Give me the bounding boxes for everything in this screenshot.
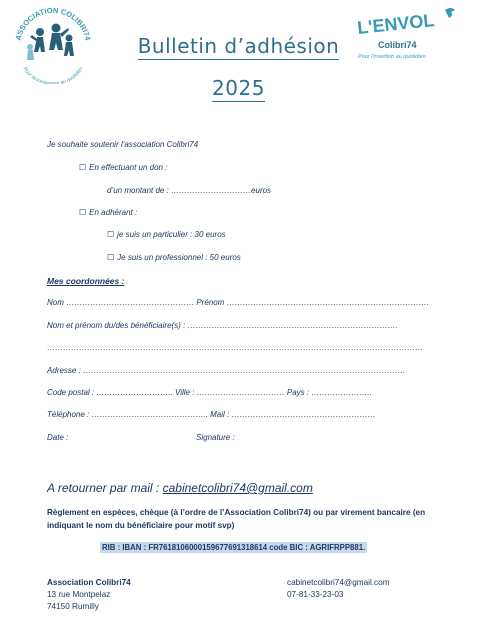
logo-tagline: Pour l'insertion au quotidien bbox=[358, 54, 426, 60]
footer-org-name: Association Colibri74 bbox=[47, 578, 131, 587]
date-label: Date : bbox=[47, 433, 69, 442]
footer-street: 13 rue Montpelaz bbox=[47, 590, 111, 599]
beneficiaire-field[interactable]: Nom et prénom du/des bénéficiaire(s) : ……………………………………………………………………. bbox=[47, 321, 398, 330]
checkbox-icon[interactable]: ☐ bbox=[79, 208, 87, 217]
return-by-mail: A retourner par mail : cabinetcolibri74@gmail.com bbox=[47, 481, 313, 495]
footer-email[interactable]: cabinetcolibri74@gmail.com bbox=[287, 578, 390, 587]
option-don[interactable]: ☐ En effectuant un don : bbox=[79, 163, 168, 172]
don-amount-field[interactable]: d’un montant de : …………………………euros bbox=[107, 186, 272, 195]
page-title: Bulletin d’adhésion bbox=[137, 34, 340, 58]
checkbox-icon[interactable]: ☐ bbox=[107, 230, 115, 239]
option-particulier[interactable]: ☐ je suis un particulier : 30 euros bbox=[107, 230, 226, 239]
option-adherant[interactable]: ☐ En adhérant : bbox=[79, 208, 138, 217]
signature-label: Signature : bbox=[196, 433, 235, 442]
checkbox-icon[interactable]: ☐ bbox=[107, 253, 115, 262]
section-title: Mes coordonnées : bbox=[47, 276, 125, 286]
payment-paragraph: Règlement en espèces, chèque (à l’ordre de l’Association Colibri74) ou par virement bancaire (en indiquant le nom du bénéficiaire pour motif svp) bbox=[47, 508, 426, 530]
telephone-mail-field[interactable]: Téléphone : …………………………………….. Mail : ……………………………………………… bbox=[47, 410, 376, 419]
footer-city: 74150 Rumilly bbox=[47, 602, 99, 611]
logo-colibri-text: Colibri74 bbox=[378, 40, 417, 50]
return-email-link[interactable]: cabinetcolibri74@gmail.com bbox=[162, 481, 313, 495]
logo-text-bottom: Pour accompagner au quotidien bbox=[21, 66, 85, 84]
page-year: 2025 bbox=[212, 76, 265, 100]
beneficiaire-field-extra[interactable]: …………………………………………………………………………………………………………………………… bbox=[47, 343, 423, 352]
intro-text: Je souhaite soutenir l’association Colibri74 bbox=[47, 140, 199, 149]
logo-text-top: ASSOCIATION COLIBRI74 bbox=[13, 5, 93, 42]
logo-envol-text: L'ENVOL bbox=[356, 10, 436, 38]
rib-line: RIB : IBAN : FR7618106000159677691318614 code BIC : AGRIFRPP881. bbox=[102, 543, 366, 552]
footer-phone[interactable]: 07-81-33-23-03 bbox=[287, 590, 344, 599]
option-professionnel[interactable]: ☐ Je suis un professionnel : 50 euros bbox=[107, 253, 241, 262]
checkbox-icon[interactable]: ☐ bbox=[79, 163, 87, 172]
code-postal-field[interactable]: Code postal : ……………………….. Ville : …………………………… Pays : ………………….. bbox=[47, 388, 372, 397]
nom-prenom-field[interactable]: Nom ………………………………………… Prénom …………………………………………………………………. bbox=[47, 298, 429, 307]
adresse-field[interactable]: Adresse : …………………………………………………………………………………………………………. bbox=[47, 366, 406, 375]
